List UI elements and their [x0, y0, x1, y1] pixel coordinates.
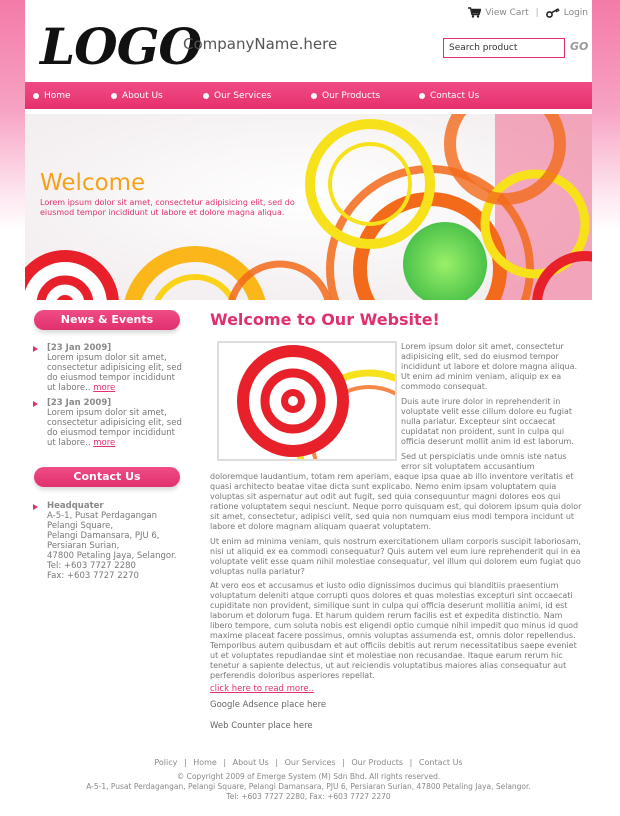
key-icon[interactable] — [546, 8, 560, 18]
cart-icon[interactable] — [468, 7, 481, 18]
page-title: Welcome to Our Website! — [210, 310, 440, 329]
footer-phone: Tel: +603 7727 2280, Fax: +603 7727 2270 — [226, 792, 391, 801]
footer-copyright: © Copyright 2009 of Emerge System (M) Sdn Bhd. All rights reserved. — [176, 772, 441, 781]
nav-our-products-label: Our Products — [322, 90, 381, 101]
search-input[interactable] — [443, 38, 565, 58]
news-more-link[interactable]: more — [93, 383, 116, 393]
footer-separator: | — [409, 758, 413, 767]
footer-link-our-products[interactable]: Our Products — [351, 758, 404, 767]
target-circles-graphic — [219, 343, 395, 459]
web-counter-placeholder: Web Counter place here — [210, 721, 313, 731]
main-nav — [25, 82, 592, 109]
top-links — [468, 7, 588, 18]
bullet-icon — [311, 93, 317, 99]
contact-heading: Headquater — [47, 501, 104, 511]
news-item — [33, 343, 183, 393]
footer-link-our-services[interactable]: Our Services — [284, 758, 336, 767]
nav-home[interactable] — [33, 82, 71, 109]
footer-link-policy[interactable]: Policy — [154, 758, 178, 767]
contact-fax: Fax: +603 7727 2270 — [47, 571, 139, 581]
footer-link-contact-us[interactable]: Contact Us — [418, 758, 463, 767]
contact-line: Pelangi Damansara, PJU 6, — [47, 531, 160, 541]
footer-separator: | — [275, 758, 279, 767]
adsense-placeholder: Google Adsence place here — [210, 700, 327, 710]
bullet-icon — [203, 93, 209, 99]
contact-line: Pelangi Square, — [47, 521, 114, 531]
nav-contact-us-label: Contact Us — [430, 90, 480, 101]
arrow-icon — [33, 346, 38, 352]
nav-about-us[interactable] — [111, 82, 163, 109]
news-text: Lorem ipsum dolor sit amet, consectetur adipisicing elit, sed do eiusmod tempor incididunt ut labore.. — [47, 353, 182, 393]
arrow-icon — [33, 504, 38, 510]
footer-separator: | — [342, 758, 345, 767]
bullet-icon — [33, 93, 39, 99]
news-events-heading: News & Events — [34, 310, 180, 330]
paragraph: doloremque laudantium, totam rem aperiam, eaque ipsa quae ab illo inventore veritatis et quasi architecto beatae vitae dicta sunt explicabo. Nemo enim ipsam voluptatem quia voluptas sit aspernatur aut odit aut fugit, sed quia consequuntur magni dolores eos qui ratione voluptatem sequi nesciunt. Neque porro quisquam est, qui dolorem ipsum quia dolor sit amet, consectetur, adipisci velit, sed quia non numquam eius modi tempora incidunt ut labore et dolore magnam aliquam quaerat voluptatem. — [210, 472, 582, 531]
bullet-icon — [419, 93, 425, 99]
news-text: Lorem ipsum dolor sit amet, consectetur adipisicing elit, sed do eiusmod tempor incididunt ut labore.. — [47, 408, 182, 448]
top-links-separator: | — [535, 7, 539, 18]
nav-our-services-label: Our Services — [214, 90, 272, 101]
welcome-banner — [25, 114, 592, 300]
banner-title: Welcome — [40, 170, 146, 196]
news-date: [23 Jan 2009] — [47, 398, 112, 408]
login-link[interactable]: Login — [563, 7, 588, 18]
view-cart-link[interactable]: View Cart — [485, 7, 529, 18]
footer-link-about-us[interactable]: About Us — [232, 758, 269, 767]
page — [25, 0, 592, 816]
logo[interactable]: LOGO — [40, 17, 201, 76]
read-more-link[interactable]: click here to read more.. — [210, 684, 315, 694]
news-item — [33, 398, 183, 448]
nav-our-products[interactable] — [311, 82, 380, 109]
nav-home-label: Home — [44, 90, 71, 101]
arrow-icon — [33, 401, 38, 407]
contact-block — [33, 501, 183, 581]
footer-address: A-5-1, Pusat Perdagangan, Pelangi Square, Pelangi Damansara, PJU 6, Persiaran Surian, 47800 Petaling Jaya, Selangor. — [86, 782, 531, 791]
news-date: [23 Jan 2009] — [47, 343, 112, 353]
footer-link-home[interactable]: Home — [193, 758, 217, 767]
news-more-link[interactable]: more — [93, 438, 116, 448]
contact-line: 47800 Petaling Jaya, Selangor. — [47, 551, 177, 561]
nav-contact-us[interactable] — [419, 82, 479, 109]
contact-tel: Tel: +603 7727 2280 — [47, 561, 136, 571]
paragraph: Sed ut perspiciatis unde omnis iste natus error sit voluptatem accusantium — [401, 452, 567, 471]
nav-our-services[interactable] — [203, 82, 271, 109]
paragraph: Ut enim ad minima veniam, quis nostrum exercitationem ullam corporis suscipit laboriosam, nisi ut aliquid ex ea commodi consequatur? Quis autem vel eum iure reprehenderit qui in ea voluptate velit esse quam nihil molestiae consequatur, vel illum qui dolorem eum fugiat quo voluptas nulla pariatur? — [210, 537, 581, 576]
paragraph: Duis aute irure dolor in reprehenderit in voluptate velit esse cillum dolore eu fugiat nulla pariatur. Excepteur sint occaecat cupidatat non proident, sunt in culpa qui officia deserunt mollit anim id est laborum. — [401, 397, 574, 446]
contact-line: A-5-1, Pusat Perdagangan — [47, 511, 158, 521]
bullet-icon — [111, 93, 117, 99]
footer-separator: | — [183, 758, 187, 767]
contact-us-heading: Contact Us — [34, 467, 180, 487]
nav-about-us-label: About Us — [122, 90, 163, 101]
contact-line: Persiaran Surian, — [47, 541, 120, 551]
paragraph: At vero eos et accusamus et iusto odio dignissimos ducimus qui blanditiis praesentium voluptatum deleniti atque corrupti quos dolores et quas molestias excepturi sint occaecati cupiditate non provident, similique sunt in culpa qui officia deserunt mollitia animi, id est laborum et dolorum fuga. Et harum quidem rerum facilis est et expedita distinctio. Nam libero tempore, cum soluta nobis est eligendi optio cumque nihil impedit quo minus id quod maxime placeat facere possimus, omnis voluptas assumenda est, omnis dolor repellendus. Temporibus autem quibusdam et aut officiis debitis aut rerum necessitatibus saepe eveniet ut et voluptates repudiandae sint et molestiae non recusandae. Itaque earum rerum hic tenetur a sapiente delectus, ut aut reiciendis voluptatibus maiores alias consequatur aut perferendis doloribus asperiores repellat. — [210, 581, 579, 680]
paragraph: Lorem ipsum dolor sit amet, consectetur adipisicing elit, sed do eiusmod tempor incididunt ut labore et dolore magna aliqua. Ut enim ad minim veniam, aliquip ex ea commodo consequat. — [401, 342, 578, 391]
content-image — [217, 341, 397, 461]
banner-text: Lorem ipsum dolor sit amet, consectetur adipisicing elit, sed do eiusmod tempor incididunt ut labore et dolore magna aliqua. — [40, 198, 295, 217]
footer-nav — [25, 758, 592, 767]
footer-separator: | — [223, 758, 227, 767]
go-button[interactable]: GO — [570, 40, 589, 53]
company-name: CompanyName.here — [183, 35, 338, 53]
